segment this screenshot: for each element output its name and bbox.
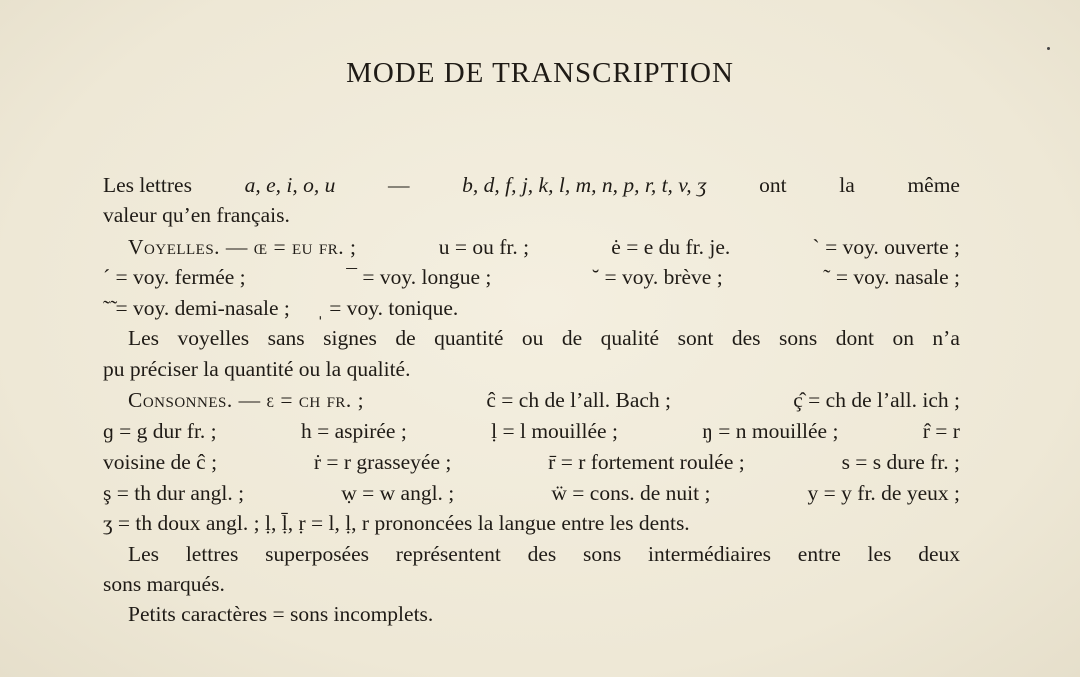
text-segment: ¯ = voy. longue ; bbox=[346, 265, 492, 289]
text-segment: on bbox=[892, 326, 914, 350]
text-segment: deux bbox=[918, 542, 960, 566]
text-segment: même bbox=[907, 173, 960, 197]
text-segment: intermédiaires bbox=[648, 542, 772, 566]
text-segment: les bbox=[867, 542, 892, 566]
text-segment: entre bbox=[797, 542, 841, 566]
text-segment: des bbox=[731, 326, 761, 350]
text-segment: ḷ = l mouillée ; bbox=[491, 419, 618, 443]
text-line: Petits caractères = sons incomplets. bbox=[128, 602, 434, 626]
text-segment: sons bbox=[583, 542, 622, 566]
text-line bbox=[128, 540, 960, 568]
consonants-line bbox=[103, 479, 960, 507]
text-segment: des bbox=[527, 542, 557, 566]
vowels-line bbox=[128, 233, 960, 261]
text-segment: ˘ = voy. brève ; bbox=[591, 265, 723, 289]
consonants-line bbox=[103, 448, 960, 476]
text-segment: voyelles bbox=[177, 326, 250, 350]
text-line: pu préciser la quantité ou la qualité. bbox=[103, 357, 411, 381]
text-segment: ė = e du fr. je. bbox=[611, 235, 731, 259]
text-segment: représentent bbox=[395, 542, 501, 566]
consonants-line: ʒ = th doux angl. ; ḷ, ḹ, ṛ = l, ḷ, r prononcées la langue entre les dents. bbox=[103, 511, 690, 535]
text-line bbox=[103, 171, 960, 199]
text-segment: ş = th dur angl. ; bbox=[103, 481, 245, 505]
text-segment: signes bbox=[323, 326, 377, 350]
text-segment: sont bbox=[677, 326, 714, 350]
text-segment: dont bbox=[835, 326, 874, 350]
vowels-line: ˜̃ = voy. demi-nasale ; ˌ = voy. tonique. bbox=[103, 296, 459, 320]
text-segment: ẉ = w angl. ; bbox=[341, 481, 455, 505]
text-segment: ˜ = voy. nasale ; bbox=[823, 265, 960, 289]
text-segment: ĉ = ch de l’all. Bach ; bbox=[486, 388, 672, 412]
text-segment: y = y fr. de yeux ; bbox=[807, 481, 960, 505]
text-segment: ŋ = n mouillée ; bbox=[702, 419, 839, 443]
text-segment: ṙ = r grasseyée ; bbox=[313, 450, 452, 474]
text-segment: la bbox=[839, 173, 855, 197]
text-segment: b, d, f, j, k, l, m, n, p, r, t, v, ʒ bbox=[462, 173, 707, 197]
text-line bbox=[128, 324, 960, 352]
text-segment: de bbox=[561, 326, 583, 350]
text-segment: r̂ = r bbox=[922, 419, 960, 443]
text-segment: h = aspirée ; bbox=[300, 419, 407, 443]
text-segment: voisine de ĉ ; bbox=[103, 450, 218, 474]
text-segment: sans bbox=[267, 326, 305, 350]
text-segment: — bbox=[387, 173, 410, 197]
text-segment: sons bbox=[779, 326, 818, 350]
text-segment: s = s dure fr. ; bbox=[841, 450, 960, 474]
text-segment: Les bbox=[128, 326, 160, 350]
text-segment: Les bbox=[128, 542, 160, 566]
text-line: sons marqués. bbox=[103, 572, 225, 596]
text-segment: ont bbox=[759, 173, 787, 197]
text-segment: n’a bbox=[932, 326, 960, 350]
speck-mark bbox=[1047, 47, 1050, 50]
text-segment: superposées bbox=[265, 542, 370, 566]
text-line: valeur qu’en français. bbox=[103, 203, 290, 227]
text-segment: Consonnes. — ɛ = ch fr. ; bbox=[128, 388, 365, 412]
vowels-line bbox=[103, 263, 960, 291]
text-segment: ou bbox=[521, 326, 544, 350]
page-title: MODE DE TRANSCRIPTION bbox=[346, 57, 734, 89]
text-segment: a, e, i, o, u bbox=[244, 173, 336, 197]
text-segment: qualité bbox=[600, 326, 660, 350]
text-segment: ẅ = cons. de nuit ; bbox=[551, 481, 711, 505]
text-segment: ˊ = voy. fermée ; bbox=[103, 265, 246, 289]
text-segment: ɡ = g dur fr. ; bbox=[103, 419, 217, 443]
text-segment: Les lettres bbox=[103, 173, 192, 197]
consonants-line bbox=[103, 417, 960, 445]
text-segment: Voyelles. — œ = eu fr. ; bbox=[128, 235, 357, 259]
text-segment: de bbox=[395, 326, 416, 350]
consonants-line bbox=[128, 386, 960, 414]
text-segment: u = ou fr. ; bbox=[438, 235, 530, 259]
text-segment: ˋ = voy. ouverte ; bbox=[812, 235, 960, 259]
text-segment: ç̂ = ch de l’all. ich ; bbox=[793, 388, 960, 412]
text-segment: r̄ = r fortement roulée ; bbox=[548, 450, 745, 474]
text-segment: lettres bbox=[185, 542, 239, 566]
text-segment: quantité bbox=[434, 326, 504, 350]
